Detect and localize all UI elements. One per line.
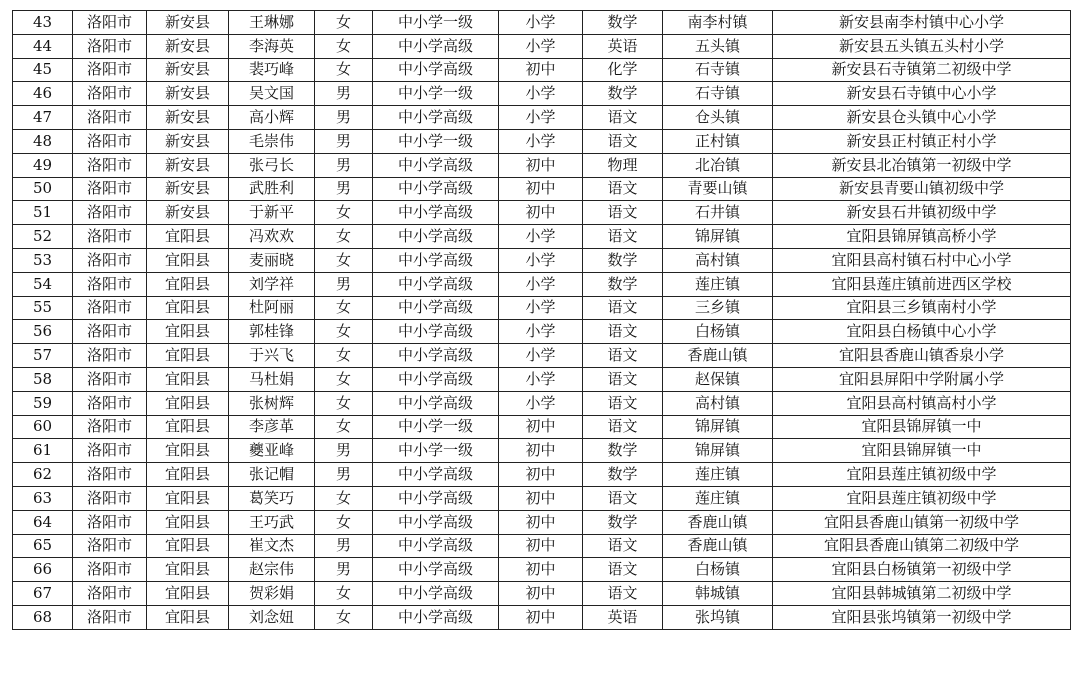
gender-cell: 女	[315, 11, 373, 35]
school-name-cell: 宜阳县高村镇高村小学	[773, 391, 1071, 415]
teacher-name-cell: 刘学祥	[229, 272, 315, 296]
town-cell: 白杨镇	[663, 558, 773, 582]
school-name-cell: 宜阳县韩城镇第二初级中学	[773, 582, 1071, 606]
city-cell: 洛阳市	[73, 272, 147, 296]
gender-cell: 女	[315, 225, 373, 249]
school-level-cell: 小学	[499, 34, 583, 58]
table-row	[13, 605, 1071, 629]
county-cell: 宜阳县	[147, 391, 229, 415]
table-row	[13, 510, 1071, 534]
row-number-cell: 52	[13, 225, 73, 249]
city-cell: 洛阳市	[73, 367, 147, 391]
school-level-cell: 小学	[499, 320, 583, 344]
professional-title-cell: 中小学高级	[373, 534, 499, 558]
professional-title-cell: 中小学高级	[373, 558, 499, 582]
row-number-cell: 55	[13, 296, 73, 320]
table-row	[13, 534, 1071, 558]
county-cell: 新安县	[147, 201, 229, 225]
row-number-cell: 60	[13, 415, 73, 439]
school-name-cell: 新安县仓头镇中心小学	[773, 106, 1071, 130]
subject-cell: 语文	[583, 177, 663, 201]
row-number-cell: 59	[13, 391, 73, 415]
county-cell: 宜阳县	[147, 248, 229, 272]
professional-title-cell: 中小学高级	[373, 296, 499, 320]
professional-title-cell: 中小学高级	[373, 272, 499, 296]
teacher-name-cell: 贺彩娟	[229, 582, 315, 606]
row-number-cell: 45	[13, 58, 73, 82]
gender-cell: 男	[315, 272, 373, 296]
school-name-cell: 新安县五头镇五头村小学	[773, 34, 1071, 58]
teacher-name-cell: 裴巧峰	[229, 58, 315, 82]
table-row	[13, 439, 1071, 463]
town-cell: 仓头镇	[663, 106, 773, 130]
teacher-name-cell: 李彦革	[229, 415, 315, 439]
gender-cell: 女	[315, 58, 373, 82]
town-cell: 香鹿山镇	[663, 344, 773, 368]
table-row	[13, 82, 1071, 106]
row-number-cell: 53	[13, 248, 73, 272]
professional-title-cell: 中小学高级	[373, 248, 499, 272]
county-cell: 宜阳县	[147, 415, 229, 439]
subject-cell: 语文	[583, 486, 663, 510]
county-cell: 新安县	[147, 106, 229, 130]
county-cell: 宜阳县	[147, 225, 229, 249]
professional-title-cell: 中小学高级	[373, 153, 499, 177]
city-cell: 洛阳市	[73, 463, 147, 487]
table-row	[13, 201, 1071, 225]
subject-cell: 语文	[583, 320, 663, 344]
town-cell: 高村镇	[663, 248, 773, 272]
school-name-cell: 宜阳县白杨镇中心小学	[773, 320, 1071, 344]
town-cell: 白杨镇	[663, 320, 773, 344]
gender-cell: 男	[315, 534, 373, 558]
row-number-cell: 43	[13, 11, 73, 35]
subject-cell: 语文	[583, 296, 663, 320]
school-name-cell: 宜阳县莲庄镇初级中学	[773, 486, 1071, 510]
school-level-cell: 小学	[499, 106, 583, 130]
city-cell: 洛阳市	[73, 129, 147, 153]
subject-cell: 英语	[583, 34, 663, 58]
teacher-name-cell: 麦丽晓	[229, 248, 315, 272]
town-cell: 韩城镇	[663, 582, 773, 606]
subject-cell: 数学	[583, 248, 663, 272]
county-cell: 宜阳县	[147, 558, 229, 582]
teacher-name-cell: 于兴飞	[229, 344, 315, 368]
school-name-cell: 宜阳县张坞镇第一初级中学	[773, 605, 1071, 629]
town-cell: 莲庄镇	[663, 463, 773, 487]
subject-cell: 语文	[583, 582, 663, 606]
subject-cell: 语文	[583, 201, 663, 225]
city-cell: 洛阳市	[73, 534, 147, 558]
teacher-name-cell: 张树辉	[229, 391, 315, 415]
teacher-name-cell: 王琳娜	[229, 11, 315, 35]
subject-cell: 数学	[583, 463, 663, 487]
teacher-name-cell: 王巧武	[229, 510, 315, 534]
professional-title-cell: 中小学高级	[373, 177, 499, 201]
school-level-cell: 小学	[499, 248, 583, 272]
table-row	[13, 367, 1071, 391]
gender-cell: 男	[315, 82, 373, 106]
school-name-cell: 宜阳县莲庄镇前进西区学校	[773, 272, 1071, 296]
school-level-cell: 小学	[499, 367, 583, 391]
subject-cell: 数学	[583, 82, 663, 106]
town-cell: 五头镇	[663, 34, 773, 58]
professional-title-cell: 中小学高级	[373, 367, 499, 391]
gender-cell: 女	[315, 296, 373, 320]
town-cell: 石井镇	[663, 201, 773, 225]
subject-cell: 英语	[583, 605, 663, 629]
county-cell: 新安县	[147, 82, 229, 106]
professional-title-cell: 中小学一级	[373, 415, 499, 439]
teacher-name-cell: 冯欢欢	[229, 225, 315, 249]
table-row	[13, 415, 1071, 439]
table-row	[13, 296, 1071, 320]
city-cell: 洛阳市	[73, 82, 147, 106]
county-cell: 宜阳县	[147, 344, 229, 368]
row-number-cell: 66	[13, 558, 73, 582]
school-name-cell: 新安县南李村镇中心小学	[773, 11, 1071, 35]
teacher-name-cell: 高小辉	[229, 106, 315, 130]
town-cell: 青要山镇	[663, 177, 773, 201]
school-level-cell: 初中	[499, 201, 583, 225]
county-cell: 宜阳县	[147, 439, 229, 463]
gender-cell: 男	[315, 129, 373, 153]
city-cell: 洛阳市	[73, 510, 147, 534]
county-cell: 新安县	[147, 177, 229, 201]
table-row	[13, 391, 1071, 415]
professional-title-cell: 中小学高级	[373, 391, 499, 415]
subject-cell: 语文	[583, 106, 663, 130]
table-row	[13, 106, 1071, 130]
table-row	[13, 463, 1071, 487]
town-cell: 正村镇	[663, 129, 773, 153]
table-row	[13, 486, 1071, 510]
school-level-cell: 初中	[499, 582, 583, 606]
city-cell: 洛阳市	[73, 558, 147, 582]
school-name-cell: 新安县北冶镇第一初级中学	[773, 153, 1071, 177]
subject-cell: 数学	[583, 11, 663, 35]
town-cell: 石寺镇	[663, 82, 773, 106]
professional-title-cell: 中小学一级	[373, 129, 499, 153]
row-number-cell: 48	[13, 129, 73, 153]
school-name-cell: 新安县青要山镇初级中学	[773, 177, 1071, 201]
city-cell: 洛阳市	[73, 486, 147, 510]
town-cell: 锦屏镇	[663, 225, 773, 249]
school-level-cell: 小学	[499, 129, 583, 153]
school-name-cell: 宜阳县锦屏镇一中	[773, 415, 1071, 439]
city-cell: 洛阳市	[73, 177, 147, 201]
school-level-cell: 初中	[499, 153, 583, 177]
school-name-cell: 宜阳县锦屏镇一中	[773, 439, 1071, 463]
county-cell: 新安县	[147, 11, 229, 35]
row-number-cell: 50	[13, 177, 73, 201]
professional-title-cell: 中小学高级	[373, 201, 499, 225]
teacher-name-cell: 刘念妞	[229, 605, 315, 629]
school-level-cell: 初中	[499, 486, 583, 510]
county-cell: 宜阳县	[147, 582, 229, 606]
school-level-cell: 小学	[499, 82, 583, 106]
subject-cell: 化学	[583, 58, 663, 82]
school-name-cell: 宜阳县香鹿山镇第一初级中学	[773, 510, 1071, 534]
city-cell: 洛阳市	[73, 153, 147, 177]
county-cell: 宜阳县	[147, 320, 229, 344]
gender-cell: 男	[315, 177, 373, 201]
school-level-cell: 小学	[499, 11, 583, 35]
school-level-cell: 小学	[499, 344, 583, 368]
gender-cell: 男	[315, 106, 373, 130]
school-name-cell: 新安县石寺镇中心小学	[773, 82, 1071, 106]
school-name-cell: 宜阳县香鹿山镇第二初级中学	[773, 534, 1071, 558]
county-cell: 宜阳县	[147, 510, 229, 534]
town-cell: 三乡镇	[663, 296, 773, 320]
table-row	[13, 177, 1071, 201]
gender-cell: 女	[315, 582, 373, 606]
subject-cell: 数学	[583, 272, 663, 296]
teacher-name-cell: 李海英	[229, 34, 315, 58]
school-level-cell: 小学	[499, 296, 583, 320]
school-level-cell: 小学	[499, 272, 583, 296]
subject-cell: 语文	[583, 129, 663, 153]
school-level-cell: 初中	[499, 58, 583, 82]
gender-cell: 女	[315, 367, 373, 391]
professional-title-cell: 中小学高级	[373, 58, 499, 82]
county-cell: 宜阳县	[147, 272, 229, 296]
gender-cell: 女	[315, 34, 373, 58]
town-cell: 南李村镇	[663, 11, 773, 35]
town-cell: 锦屏镇	[663, 439, 773, 463]
professional-title-cell: 中小学高级	[373, 463, 499, 487]
row-number-cell: 64	[13, 510, 73, 534]
gender-cell: 女	[315, 415, 373, 439]
teacher-name-cell: 张弓长	[229, 153, 315, 177]
teacher-name-cell: 崔文杰	[229, 534, 315, 558]
row-number-cell: 68	[13, 605, 73, 629]
town-cell: 香鹿山镇	[663, 534, 773, 558]
row-number-cell: 57	[13, 344, 73, 368]
teacher-name-cell: 毛崇伟	[229, 129, 315, 153]
school-level-cell: 初中	[499, 534, 583, 558]
school-level-cell: 初中	[499, 463, 583, 487]
subject-cell: 语文	[583, 344, 663, 368]
gender-cell: 女	[315, 320, 373, 344]
school-name-cell: 新安县石井镇初级中学	[773, 201, 1071, 225]
county-cell: 宜阳县	[147, 296, 229, 320]
roster-body	[13, 11, 1071, 630]
city-cell: 洛阳市	[73, 11, 147, 35]
county-cell: 宜阳县	[147, 367, 229, 391]
row-number-cell: 54	[13, 272, 73, 296]
table-row	[13, 34, 1071, 58]
table-row	[13, 582, 1071, 606]
teacher-name-cell: 张记帽	[229, 463, 315, 487]
row-number-cell: 47	[13, 106, 73, 130]
table-row	[13, 153, 1071, 177]
county-cell: 宜阳县	[147, 605, 229, 629]
teacher-name-cell: 葛笑巧	[229, 486, 315, 510]
school-name-cell: 新安县正村镇正村小学	[773, 129, 1071, 153]
school-level-cell: 初中	[499, 177, 583, 201]
subject-cell: 语文	[583, 391, 663, 415]
row-number-cell: 51	[13, 201, 73, 225]
town-cell: 张坞镇	[663, 605, 773, 629]
gender-cell: 女	[315, 391, 373, 415]
city-cell: 洛阳市	[73, 106, 147, 130]
school-name-cell: 宜阳县屏阳中学附属小学	[773, 367, 1071, 391]
school-level-cell: 初中	[499, 558, 583, 582]
subject-cell: 语文	[583, 558, 663, 582]
town-cell: 赵保镇	[663, 367, 773, 391]
professional-title-cell: 中小学高级	[373, 225, 499, 249]
city-cell: 洛阳市	[73, 605, 147, 629]
city-cell: 洛阳市	[73, 34, 147, 58]
gender-cell: 女	[315, 486, 373, 510]
subject-cell: 语文	[583, 415, 663, 439]
table-row	[13, 320, 1071, 344]
gender-cell: 女	[315, 201, 373, 225]
city-cell: 洛阳市	[73, 201, 147, 225]
town-cell: 香鹿山镇	[663, 510, 773, 534]
professional-title-cell: 中小学一级	[373, 439, 499, 463]
county-cell: 宜阳县	[147, 486, 229, 510]
gender-cell: 男	[315, 463, 373, 487]
school-name-cell: 宜阳县莲庄镇初级中学	[773, 463, 1071, 487]
school-name-cell: 宜阳县锦屏镇高桥小学	[773, 225, 1071, 249]
gender-cell: 男	[315, 558, 373, 582]
subject-cell: 语文	[583, 367, 663, 391]
row-number-cell: 46	[13, 82, 73, 106]
teacher-name-cell: 郭桂锋	[229, 320, 315, 344]
row-number-cell: 65	[13, 534, 73, 558]
table-row	[13, 558, 1071, 582]
school-level-cell: 初中	[499, 510, 583, 534]
professional-title-cell: 中小学高级	[373, 486, 499, 510]
row-number-cell: 62	[13, 463, 73, 487]
row-number-cell: 58	[13, 367, 73, 391]
town-cell: 莲庄镇	[663, 486, 773, 510]
row-number-cell: 61	[13, 439, 73, 463]
gender-cell: 男	[315, 439, 373, 463]
professional-title-cell: 中小学高级	[373, 320, 499, 344]
town-cell: 北冶镇	[663, 153, 773, 177]
professional-title-cell: 中小学高级	[373, 106, 499, 130]
professional-title-cell: 中小学高级	[373, 344, 499, 368]
teacher-name-cell: 吴文国	[229, 82, 315, 106]
teacher-name-cell: 于新平	[229, 201, 315, 225]
school-level-cell: 小学	[499, 391, 583, 415]
teacher-name-cell: 赵宗伟	[229, 558, 315, 582]
county-cell: 宜阳县	[147, 534, 229, 558]
table-row	[13, 225, 1071, 249]
city-cell: 洛阳市	[73, 296, 147, 320]
county-cell: 新安县	[147, 34, 229, 58]
school-name-cell: 新安县石寺镇第二初级中学	[773, 58, 1071, 82]
teacher-name-cell: 马杜娟	[229, 367, 315, 391]
county-cell: 新安县	[147, 129, 229, 153]
professional-title-cell: 中小学高级	[373, 34, 499, 58]
gender-cell: 男	[315, 153, 373, 177]
subject-cell: 数学	[583, 439, 663, 463]
professional-title-cell: 中小学高级	[373, 605, 499, 629]
teacher-name-cell: 杜阿丽	[229, 296, 315, 320]
school-name-cell: 宜阳县三乡镇南村小学	[773, 296, 1071, 320]
city-cell: 洛阳市	[73, 225, 147, 249]
professional-title-cell: 中小学一级	[373, 11, 499, 35]
school-name-cell: 宜阳县白杨镇第一初级中学	[773, 558, 1071, 582]
teacher-roster-table	[12, 10, 1071, 630]
gender-cell: 女	[315, 510, 373, 534]
table-row	[13, 129, 1071, 153]
professional-title-cell: 中小学高级	[373, 510, 499, 534]
town-cell: 石寺镇	[663, 58, 773, 82]
row-number-cell: 49	[13, 153, 73, 177]
table-row	[13, 344, 1071, 368]
professional-title-cell: 中小学一级	[373, 82, 499, 106]
subject-cell: 语文	[583, 534, 663, 558]
row-number-cell: 44	[13, 34, 73, 58]
school-level-cell: 初中	[499, 415, 583, 439]
school-level-cell: 初中	[499, 439, 583, 463]
row-number-cell: 56	[13, 320, 73, 344]
city-cell: 洛阳市	[73, 320, 147, 344]
school-name-cell: 宜阳县香鹿山镇香泉小学	[773, 344, 1071, 368]
city-cell: 洛阳市	[73, 439, 147, 463]
subject-cell: 语文	[583, 225, 663, 249]
subject-cell: 物理	[583, 153, 663, 177]
professional-title-cell: 中小学高级	[373, 582, 499, 606]
town-cell: 高村镇	[663, 391, 773, 415]
town-cell: 莲庄镇	[663, 272, 773, 296]
school-level-cell: 初中	[499, 605, 583, 629]
table-row	[13, 248, 1071, 272]
city-cell: 洛阳市	[73, 415, 147, 439]
gender-cell: 女	[315, 605, 373, 629]
teacher-name-cell: 武胜利	[229, 177, 315, 201]
row-number-cell: 63	[13, 486, 73, 510]
town-cell: 锦屏镇	[663, 415, 773, 439]
school-name-cell: 宜阳县高村镇石村中心小学	[773, 248, 1071, 272]
teacher-name-cell: 夔亚峰	[229, 439, 315, 463]
row-number-cell: 67	[13, 582, 73, 606]
table-row	[13, 11, 1071, 35]
city-cell: 洛阳市	[73, 248, 147, 272]
city-cell: 洛阳市	[73, 344, 147, 368]
city-cell: 洛阳市	[73, 58, 147, 82]
county-cell: 新安县	[147, 58, 229, 82]
gender-cell: 女	[315, 248, 373, 272]
school-level-cell: 小学	[499, 225, 583, 249]
table-row	[13, 272, 1071, 296]
city-cell: 洛阳市	[73, 391, 147, 415]
county-cell: 新安县	[147, 153, 229, 177]
city-cell: 洛阳市	[73, 582, 147, 606]
table-row	[13, 58, 1071, 82]
county-cell: 宜阳县	[147, 463, 229, 487]
subject-cell: 数学	[583, 510, 663, 534]
gender-cell: 女	[315, 344, 373, 368]
